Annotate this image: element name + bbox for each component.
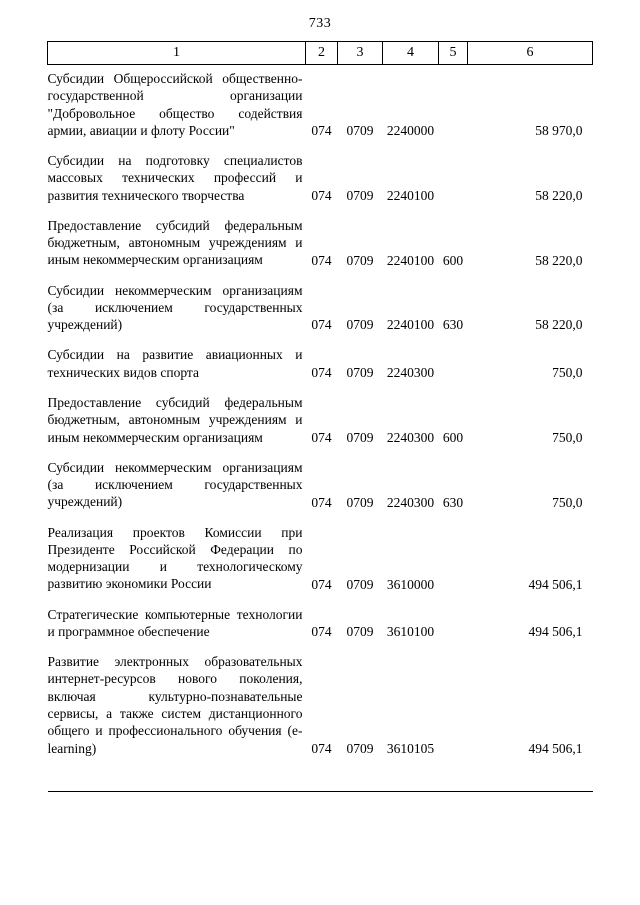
table-bottom-spacer	[48, 765, 593, 792]
target-article-cell: 2240300	[386, 429, 435, 445]
chapter-code-cell: 074	[311, 624, 332, 640]
expense-type-cell: 630	[442, 317, 464, 333]
table-row	[48, 648, 593, 765]
section-code-cell: 0709	[346, 429, 374, 445]
name-cell: Субсидии на подготовку специалистов массовых технических профессий и развития технического творчества	[47, 153, 303, 203]
name-cell: Реализация проектов Комиссии при Президенте Российской Федерации по модернизации и технологическому развитию экономики России	[47, 524, 303, 592]
name-cell: Субсидии Общероссийской общественно-государственной организации "Добровольное общество содействия армии, авиации и флоту России"	[47, 71, 303, 138]
section-code-cell: 0709	[346, 317, 374, 333]
amount-cell: 58 970,0	[535, 123, 583, 139]
table-row	[48, 147, 593, 212]
expense-type-cell: 600	[442, 252, 464, 268]
section-code-cell: 0709	[346, 624, 374, 640]
chapter-code-cell: 074	[311, 123, 332, 139]
chapter-code-cell: 074	[311, 317, 332, 333]
target-article-cell: 2240300	[386, 364, 435, 380]
table-row	[48, 454, 593, 519]
target-article-cell: 2240100	[386, 252, 435, 268]
table-header-row	[48, 42, 593, 65]
header-cell-1: 1	[48, 42, 306, 65]
name-cell: Предоставление субсидий федеральным бюджетным, автономным учреждениям и иным некоммерческим организациям	[47, 217, 303, 268]
amount-cell: 750,0	[552, 429, 583, 445]
target-article-cell: 3610000	[386, 576, 435, 592]
name-cell: Стратегические компьютерные технологии и программное обеспечение	[47, 606, 303, 639]
amount-cell: 494 506,1	[528, 740, 583, 756]
expense-type-cell	[439, 65, 468, 148]
chapter-code-cell: 074	[311, 494, 332, 510]
target-article-cell: 2240100	[386, 317, 435, 333]
amount-cell: 494 506,1	[528, 624, 583, 640]
target-article-cell: 3610100	[386, 624, 435, 640]
amount-cell: 58 220,0	[535, 187, 583, 203]
amount-cell: 750,0	[552, 364, 583, 380]
name-cell: Субсидии некоммерческим организациям (за исключением государственных учреждений)	[47, 459, 303, 510]
section-code-cell: 0709	[346, 740, 374, 756]
page-number: 733	[308, 16, 332, 31]
header-cell-2: 2	[306, 42, 338, 65]
section-code-cell: 0709	[346, 252, 374, 268]
target-article-cell: 2240000	[386, 123, 435, 139]
table-row	[48, 65, 593, 148]
chapter-code-cell: 074	[311, 740, 332, 756]
name-cell: Субсидии на развитие авиационных и технических видов спорта	[47, 347, 303, 380]
table-row	[48, 519, 593, 601]
target-article-cell: 2240100	[386, 187, 435, 203]
budget-table	[47, 41, 593, 792]
header-cell-3: 3	[338, 42, 383, 65]
expense-type-cell	[439, 519, 468, 601]
target-article-cell: 2240300	[386, 494, 435, 510]
name-cell: Предоставление субсидий федеральным бюджетным, автономным учреждениям и иным некоммерческим организациям	[47, 394, 303, 445]
section-code-cell: 0709	[346, 494, 374, 510]
section-code-cell: 0709	[346, 123, 374, 139]
amount-cell: 494 506,1	[528, 576, 583, 592]
chapter-code-cell: 074	[311, 429, 332, 445]
expense-type-cell: 630	[442, 494, 464, 510]
expense-type-cell	[439, 341, 468, 389]
chapter-code-cell: 074	[311, 252, 332, 268]
table-row	[48, 277, 593, 342]
expense-type-cell	[439, 648, 468, 765]
chapter-code-cell: 074	[311, 364, 332, 380]
header-cell-4: 4	[383, 42, 439, 65]
expense-type-cell	[439, 147, 468, 212]
table-row	[48, 601, 593, 649]
section-code-cell: 0709	[346, 364, 374, 380]
amount-cell: 58 220,0	[535, 317, 583, 333]
chapter-code-cell: 074	[311, 576, 332, 592]
chapter-code-cell: 074	[311, 187, 332, 203]
expense-type-cell	[439, 601, 468, 649]
target-article-cell: 3610105	[386, 740, 435, 756]
table-row	[48, 341, 593, 389]
expense-type-cell: 600	[442, 429, 464, 445]
table-row	[48, 212, 593, 277]
name-cell: Развитие электронных образовательных интернет-ресурсов нового поколения, включая культурно-познавательные сервисы, а также систем дистанционного общего и профессионального обучения (e-learning)	[47, 654, 303, 756]
name-cell: Субсидии некоммерческим организациям (за исключением государственных учреждений)	[47, 282, 303, 333]
section-code-cell: 0709	[346, 187, 374, 203]
section-code-cell: 0709	[346, 576, 374, 592]
header-cell-5: 5	[439, 42, 468, 65]
amount-cell: 750,0	[552, 494, 583, 510]
header-cell-6: 6	[468, 42, 593, 65]
table-row	[48, 389, 593, 454]
amount-cell: 58 220,0	[535, 252, 583, 268]
